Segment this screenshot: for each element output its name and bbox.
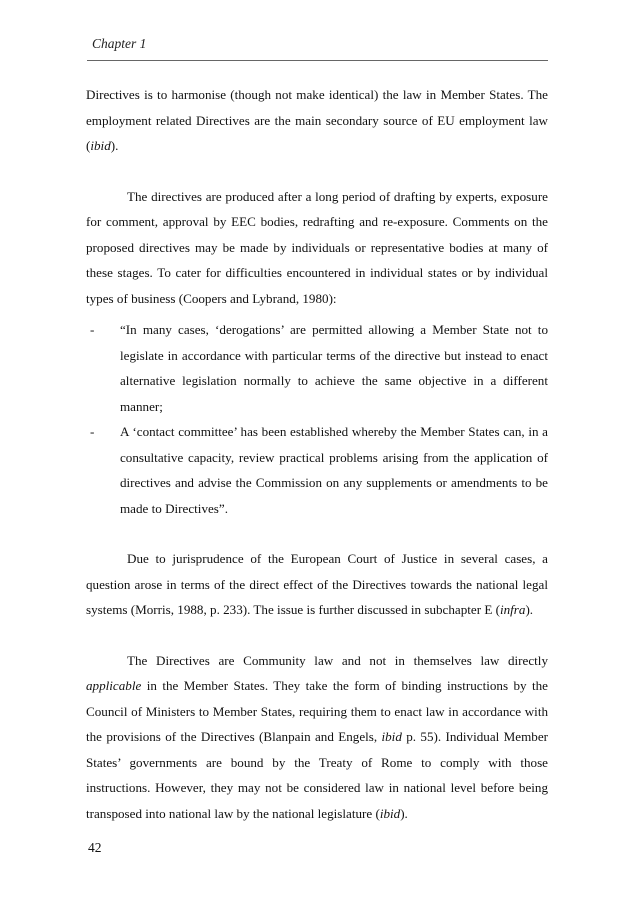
list-item [86, 419, 548, 521]
document-body [86, 82, 548, 826]
paragraph-4 [86, 648, 548, 827]
p3-end: ). [525, 602, 534, 617]
list-dash: - [90, 322, 95, 337]
p1-ibid: ibid [90, 138, 111, 153]
p4-text-a: The Directives are Community law and not in themselves law directly [127, 652, 548, 668]
p4-ibid-2: ibid [379, 805, 401, 821]
p1-end: ). [110, 138, 119, 153]
p4-end: ). [400, 805, 408, 821]
page-number: 42 [88, 840, 102, 855]
quote-list [86, 317, 548, 521]
p4-text-c: p. 55). Individual Member States’ governments are bound by the Treaty of Rome to comply with those instructions. However, they may not be considered law in national level before being transposed into national law by the national legislature ( [86, 729, 548, 821]
p4-text-b: in the Member States. They take the form of binding instructions by the Council of Ministers to Member States, requiring them to enact law in accordance with the provisions of the Directives (Blanpain and Engels, [86, 678, 548, 744]
list-item-text: A ‘contact committee’ has been established whereby the Member States can, in a consultative capacity, review practical problems arising from the application of directives and advise the Commission on any supplements or amendments to be made to Directives”. [120, 424, 548, 516]
list-dash: - [90, 424, 95, 439]
p3-text: Due to jurisprudence of the European Court of Justice in several cases, a question arose in terms of the direct effect of the Directives towards the national legal systems (Morris, 1988, p. 233). The issue is further discussed in subchapter E ( [86, 551, 548, 617]
paragraph-3 [86, 546, 548, 623]
p4-applicable: applicable [86, 678, 142, 693]
p3-infra: infra [499, 602, 526, 617]
paragraph-2: The directives are produced after a long period of drafting by experts, exposure for comment, approval by EEC bodies, redrafting and re-exposure. Comments on the proposed directives may be made by individuals or representative bodies at many of these stages. To cater for difficulties encountered in individual states or by individual types of business (Coopers and Lybrand, 1980): [86, 188, 548, 306]
list-item-text: “In many cases, ‘derogations’ are permitted allowing a Member State not to legislate in accordance with particular terms of the directive but instead to enact alternative legislation normally to achieve the same objective in a different manner; [120, 322, 548, 414]
p1-text: Directives is to harmonise (though not make identical) the law in Member States. The employment related Directives are the main secondary source of EU employment law ( [86, 87, 548, 153]
list-item [86, 317, 548, 419]
chapter-header: Chapter 1 [92, 36, 147, 51]
header-rule [87, 60, 548, 61]
p4-ibid-1: ibid [381, 729, 402, 744]
paragraph-1 [86, 82, 548, 159]
